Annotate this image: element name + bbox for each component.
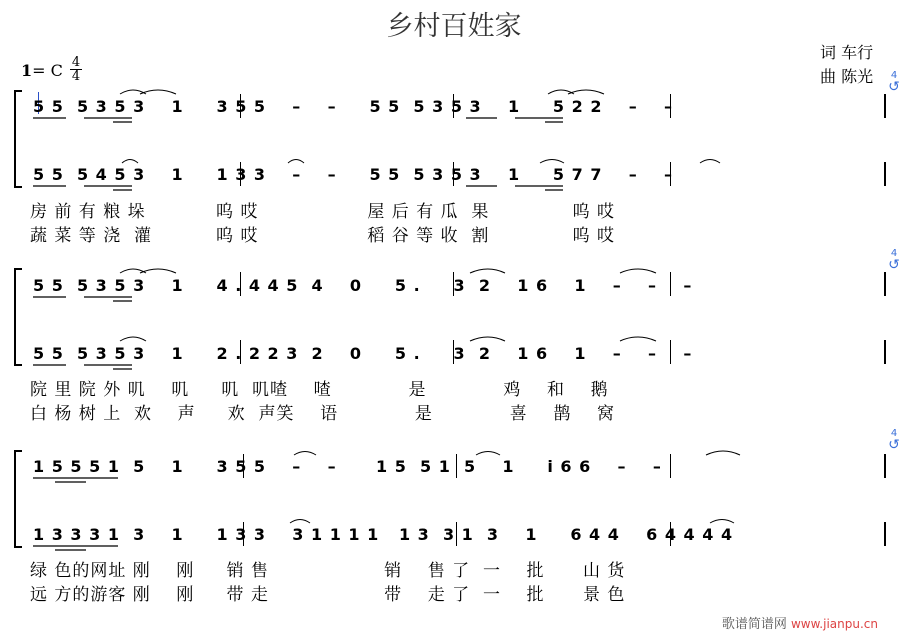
time-signature-bottom: 4	[71, 69, 81, 84]
melody-line-upper: 5 5 5 3 5 3 1 3 5 5 – – 5 5 5 3 5 3 1 5 2 2 – –	[33, 97, 674, 116]
key-tonic: 1	[21, 61, 33, 80]
play-audio-icon[interactable]: 4 ↺	[888, 248, 900, 273]
lyricist-credit: 词 车行	[820, 43, 874, 62]
play-audio-icon[interactable]: 4 ↺	[888, 70, 900, 95]
lyrics-verse-2: 蔬 菜 等 浇 灌 呜 哎 稻 谷 等 收 割 呜 哎	[30, 226, 615, 246]
watermark	[722, 613, 878, 632]
play-audio-icon[interactable]: 4 ↺	[888, 428, 900, 453]
play-icon-label: 4	[890, 248, 898, 259]
song-title: 乡村百姓家	[386, 11, 522, 42]
lyrics-verse-2: 远 方的游客 刚 刚 带 走 带 走 了 一 批 景 色	[30, 585, 626, 605]
melody-line-upper: 1 5 5 5 1 5 1 3 5 5 – – 1 5 5 1 5 1 i 6 6 – –	[33, 457, 662, 476]
watermark-site: 歌谱简谱网	[721, 617, 787, 632]
lyrics-verse-1: 房 前 有 粮 垛 呜 哎 屋 后 有 瓜 果 呜 哎	[30, 202, 615, 222]
composer-credit: 曲 陈光	[820, 67, 874, 86]
lyrics-verse-1: 院 里 院 外 叽 叽 叽 叽喳 喳 是 鸡 和 鹅	[30, 380, 609, 400]
melody-line-lower: 1 3 3 3 1 3 1 1 3 3 3 1 1 1 1 1 3 3 1 3 1 6 4 4 6 4 4 4 4	[33, 525, 734, 544]
key-name: = C	[32, 61, 63, 80]
play-icon-label: 4	[890, 70, 898, 81]
play-icon-label: 4	[890, 428, 898, 439]
lyrics-verse-2: 白 杨 树 上 欢 声 欢 声笑 语 是 喜 鹊 窝	[30, 404, 615, 424]
melody-line-upper: 5 5 5 3 5 3 1 4 . 4 4 5 4 0 5 . 3 2 1 6 1 – – –	[33, 276, 693, 295]
melody-line-lower: 5 5 5 4 5 3 1 1 3 3 – – 5 5 5 3 5 3 1 5 7 7 – –	[33, 165, 674, 184]
time-signature-top: 4	[71, 55, 81, 70]
melody-line-lower: 5 5 5 3 5 3 1 2 . 2 2 3 2 0 5 . 3 2 1 6 1 – – –	[33, 344, 693, 363]
lyrics-verse-1: 绿 色的网址 刚 刚 销 售 销 售 了 一 批 山 货	[30, 561, 626, 581]
watermark-url: www.jianpu.cn	[790, 617, 878, 631]
